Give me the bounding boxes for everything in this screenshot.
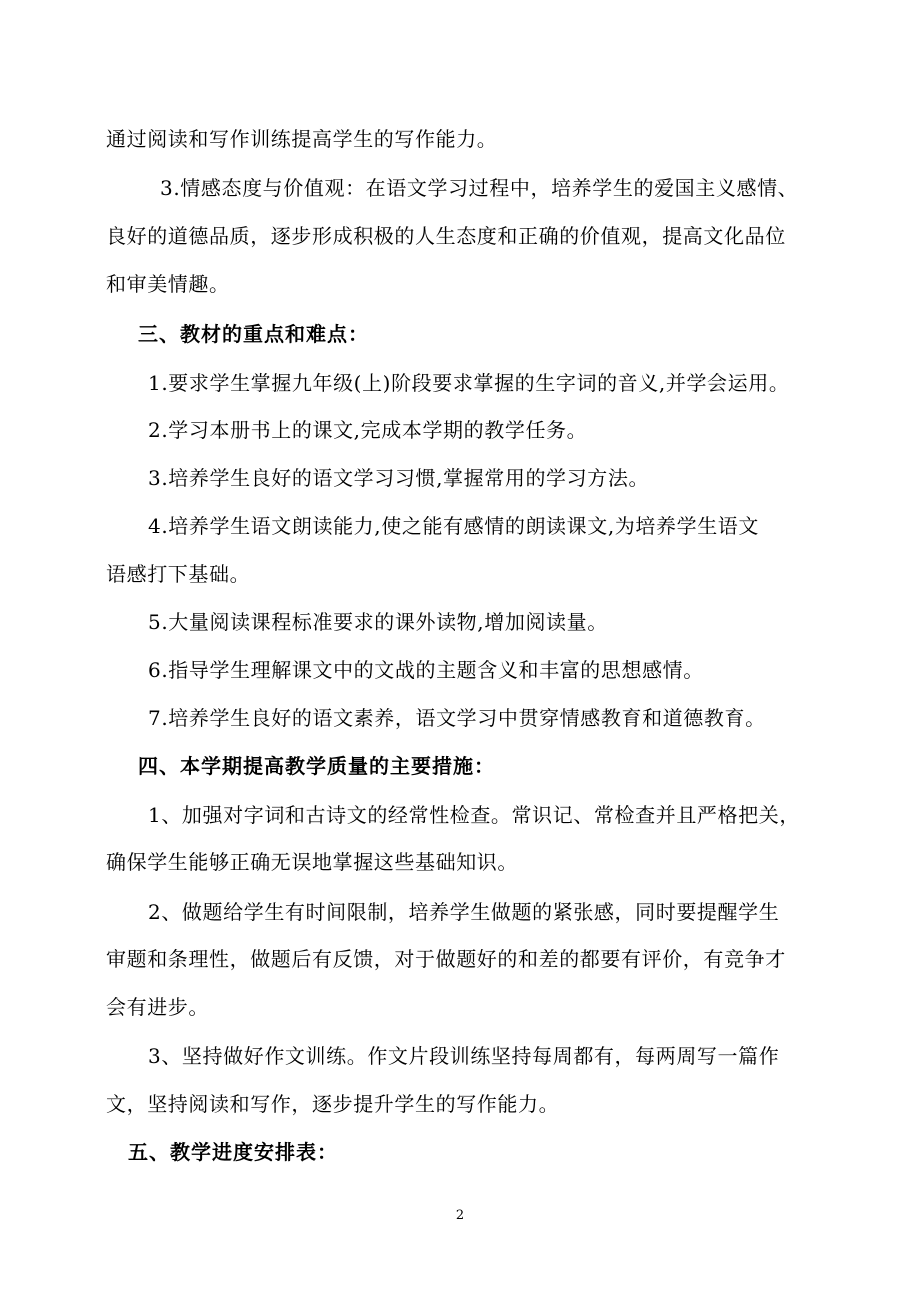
list-item-2: 2.学习本册书上的课文,完成本学期的教学任务。 bbox=[148, 418, 588, 442]
measure-item-1-continuation: 确保学生能够正确无误地掌握这些基础知识。 bbox=[106, 850, 518, 874]
section-heading-3: 三、教材的重点和难点： bbox=[138, 322, 369, 346]
list-item-7: 7.培养学生良好的语文素养，语文学习中贯穿情感教育和道德教育。 bbox=[148, 706, 766, 730]
list-item-5: 5.大量阅读课程标准要求的课外读物,增加阅读量。 bbox=[148, 610, 608, 634]
list-item-4: 4.培养学生语文朗读能力,使之能有感情的朗读课文,为培养学生语文 bbox=[148, 514, 759, 538]
measure-item-2: 2、做题给学生有时间限制，培养学生做题的紧张感，同时要提醒学生 bbox=[148, 900, 780, 924]
section-heading-5: 五、教学进度安排表： bbox=[128, 1140, 338, 1164]
list-item-1: 1.要求学生掌握九年级(上)阶段要求掌握的生字词的音义,并学会运用。 bbox=[148, 371, 790, 395]
list-item-4-continuation: 语感打下基础。 bbox=[106, 562, 251, 586]
measure-item-2-continuation: 会有进步。 bbox=[106, 995, 209, 1019]
list-item-6: 6.指导学生理解课文中的文战的主题含义和丰富的思想感情。 bbox=[148, 658, 704, 682]
measure-item-1: 1、加强对字词和古诗文的经常性检查。常识记、常检查并且严格把关， bbox=[148, 803, 800, 827]
paragraph-line: 良好的道德品质，逐步形成积极的人生态度和正确的价值观，提高文化品位 bbox=[106, 224, 786, 248]
list-item-3: 3.培养学生良好的语文学习习惯,掌握常用的学习方法。 bbox=[148, 466, 650, 490]
section-heading-4: 四、本学期提高教学质量的主要措施： bbox=[138, 754, 495, 778]
measure-item-2-continuation: 审题和条理性，做题后有反馈，对于做题好的和差的都要有评价，有竞争才 bbox=[106, 947, 786, 971]
measure-item-3: 3、坚持做好作文训练。作文片段训练坚持每周都有，每两周写一篇作 bbox=[148, 1044, 780, 1068]
paragraph-line: 和审美情趣。 bbox=[106, 272, 230, 296]
measure-item-3-continuation: 文，坚持阅读和写作，逐步提升学生的写作能力。 bbox=[106, 1092, 560, 1116]
page-number: 2 bbox=[455, 1208, 465, 1223]
paragraph-line: 3.情感态度与价值观：在语文学习过程中，培养学生的爱国主义感情、 bbox=[160, 176, 799, 200]
paragraph-line: 通过阅读和写作训练提高学生的写作能力。 bbox=[106, 127, 498, 151]
